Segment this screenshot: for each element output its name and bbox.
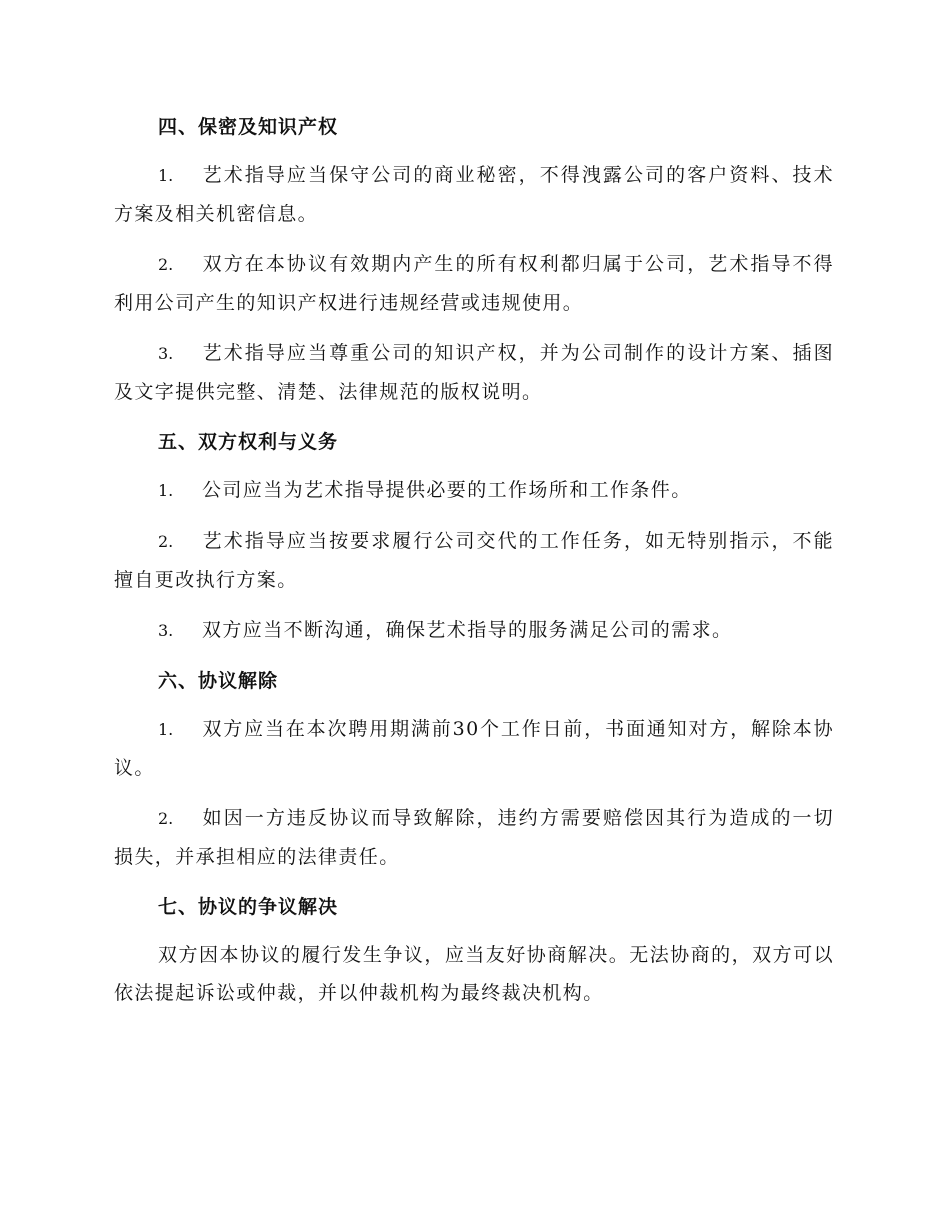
clause-4-1: [114, 156, 834, 233]
clause-text: 双方在本协议有效期内产生的所有权利都归属于公司，艺术指导不得利用公司产生的知识产权进行违规经营或违规使用。: [114, 253, 834, 314]
clause-5-1: [114, 471, 834, 510]
clause-text: 艺术指导应当尊重公司的知识产权，并为公司制作的设计方案、插图及文字提供完整、清楚、法律规范的版权说明。: [114, 342, 834, 403]
clause-number: 1.: [158, 481, 174, 500]
clause-number: 2.: [158, 255, 174, 274]
clause-4-2: [114, 245, 834, 322]
clause-6-2: [114, 799, 834, 876]
clause-text: 如因一方违反协议而导致解除，违约方需要赔偿因其行为造成的一切损失，并承担相应的法律责任。: [114, 807, 834, 868]
clause-text: 双方应当不断沟通，确保艺术指导的服务满足公司的需求。: [202, 619, 733, 641]
clause-5-2: [114, 522, 834, 599]
clause-number: 1.: [158, 720, 174, 739]
clause-number: 2.: [158, 532, 174, 551]
section-heading-termination: 六、协议解除: [158, 670, 279, 692]
document-body: [114, 108, 834, 1012]
clause-number: 3.: [158, 621, 174, 640]
clause-text: 公司应当为艺术指导提供必要的工作场所和工作条件。: [202, 479, 692, 501]
clause-text: 艺术指导应当保守公司的商业秘密，不得洩露公司的客户资料、技术方案及相关机密信息。: [114, 164, 834, 225]
section-heading-rights-obligations: 五、双方权利与义务: [158, 431, 339, 453]
clause-number: 2.: [158, 809, 174, 828]
clause-6-1: [114, 710, 834, 787]
clause-text: 双方应当在本次聘用期满前30个工作日前，书面通知对方，解除本协议。: [114, 718, 834, 779]
clause-text: 艺术指导应当按要求履行公司交代的工作任务，如无特别指示，不能擅自更改执行方案。: [114, 530, 834, 591]
section-heading-dispute-resolution: 七、协议的争议解决: [158, 896, 339, 918]
clause-number: 1.: [158, 166, 174, 185]
clause-4-3: [114, 334, 834, 411]
section-heading-confidentiality: 四、保密及知识产权: [158, 116, 339, 138]
clause-5-3: [114, 611, 834, 650]
clause-number: 3.: [158, 344, 174, 363]
dispute-resolution-paragraph: 双方因本协议的履行发生争议，应当友好协商解决。无法协商的，双方可以依法提起诉讼或仲裁，并以仲裁机构为最终裁决机构。: [114, 944, 834, 1004]
